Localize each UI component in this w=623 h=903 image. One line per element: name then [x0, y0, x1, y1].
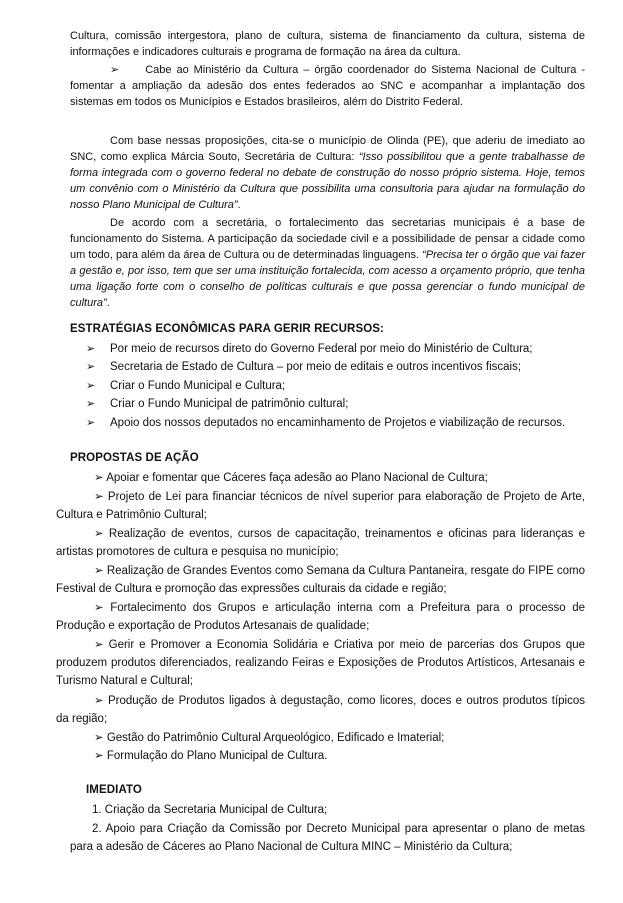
intro-paragraph: Cultura, comissão intergestora, plano de cultura, sistema de financiamento da cultura, sistema de informações e indicadores culturais e programa de formação na área da cultura. [70, 30, 585, 58]
olinda-text: Com base nessas proposições, cita-se o município de Olinda (PE), que aderiu de imediato ao SNC, como explica Márcia Souto, Secretária de Cultura: [70, 135, 585, 163]
list-item [86, 340, 533, 358]
olinda-paragraph [70, 133, 585, 213]
arrow-bullet-icon: ➢ [86, 380, 96, 392]
list-item [70, 820, 585, 856]
list-item [56, 469, 585, 487]
ministry-paragraph [70, 62, 585, 110]
list-item-text: Fortalecimento dos Grupos e articulação interna com a Prefeitura para o processo de Produção e exportação de Produtos Artesanais de qualidade; [56, 602, 585, 632]
olinda-quote: “Isso possibilitou que a gente trabalhasse de forma integrada com o governo federal no debate de construção do nosso próprio sistema. Hoje, temos um convênio com o Ministério da Cultura que possibilita uma consultoria para ajudar na formulação do nosso Plano Municipal de Cultura” [70, 151, 585, 211]
list-item-text: Projeto de Lei para financiar técnicos de nível superior para elaboração de Projeto de Arte, Cultura e Patrimônio Cultural; [56, 491, 585, 521]
list-item-text: Apoiar e fomentar que Cáceres faça adesão ao Plano Nacional de Cultura; [106, 472, 488, 484]
arrow-bullet-icon: ➢ [94, 695, 104, 707]
list-item [56, 599, 585, 635]
secretaria-quote: “Precisa ter o órgão que vai fazer a gestão e, por isso, tem que ser uma instituição fortalecida, com acesso a orçamento próprio, que tenha uma ligação forte com o conselho de políticas culturais e que possa gerenciar o fundo municipal de cultura” [70, 249, 585, 309]
list-item-text: 1. Criação da Secretaria Municipal de Cultura; [92, 804, 328, 816]
arrow-bullet-icon: ➢ [94, 639, 104, 651]
arrow-bullet-icon: ➢ [110, 64, 120, 76]
arrow-bullet-icon: ➢ [86, 361, 96, 373]
secretaria-text: De acordo com a secretária, o fortalecimento das secretarias municipais é a base de funcionamento do Sistema. A participação da sociedade civil e a possibilidade de pensar a cidade como um todo, para além da área de Cultura ou de determinadas linguagens. [70, 217, 585, 261]
list-item [56, 525, 585, 561]
list-item [56, 488, 585, 524]
list-item-text: 2. Apoio para Criação da Comissão por Decreto Municipal para apresentar o plano de metas para a adesão de Cáceres ao Plano Nacional de Cultura MINC – Ministério da Cultura; [70, 823, 585, 853]
list-item-text: Secretaria de Estado de Cultura – por meio de editais e outros incentivos fiscais; [110, 361, 522, 373]
estrategias-heading: ESTRATÉGIAS ECONÔMICAS PARA GERIR RECURSOS: [70, 323, 384, 335]
list-item [56, 692, 585, 728]
list-item-text: Por meio de recursos direto do Governo Federal por meio do Ministério de Cultura; [110, 343, 533, 355]
list-item [56, 636, 585, 690]
list-item [56, 562, 585, 598]
arrow-bullet-icon: ➢ [94, 750, 104, 762]
list-item-text: Apoio dos nossos deputados no encaminhamento de Projetos e viabilização de recursos. [110, 417, 566, 429]
list-item [86, 414, 565, 432]
list-item-text: Formulação do Plano Municipal de Cultura. [106, 750, 328, 762]
list-item-text: Gestão do Patrimônio Cultural Arqueológico, Edificado e Imaterial; [106, 732, 445, 744]
arrow-bullet-icon: ➢ [94, 602, 104, 614]
list-item [56, 747, 585, 765]
list-item [86, 377, 285, 395]
list-item-text: Gerir e Promover a Economia Solidária e Criativa por meio de parcerias dos Grupos que produzem produtos diferenciados, realizando Feiras e Exposições de Produtos Artísticos, Artesanais e Turismo Natural e Cultural; [56, 639, 586, 687]
arrow-bullet-icon: ➢ [94, 491, 104, 503]
ministry-text: Cabe ao Ministério da Cultura – órgão coordenador do Sistema Nacional de Cultura - fomentar a ampliação da adesão dos entes federados ao SNC e acompanhar a implantação dos sistemas em todos os Municípios e Estados brasileiros, além do Distrito Federal. [70, 64, 585, 108]
list-item-text: Criar o Fundo Municipal de patrimônio cultural; [110, 398, 349, 410]
arrow-bullet-icon: ➢ [94, 528, 104, 540]
imediato-heading: IMEDIATO [86, 784, 142, 796]
propostas-heading: PROPOSTAS DE AÇÃO [70, 452, 199, 464]
secretaria-paragraph [70, 215, 585, 311]
list-item [56, 729, 585, 747]
list-item-text: Realização de eventos, cursos de capacitação, treinamentos e oficinas para lideranças e artistas promotores de cultura e pesquisa no município; [56, 528, 586, 558]
arrow-bullet-icon: ➢ [86, 343, 96, 355]
list-item-text: Realização de Grandes Eventos como Semana da Cultura Pantaneira, resgate do FIPE como Festival de Cultura e promoção das expressões culturais da cidade e região; [56, 565, 585, 595]
list-item-text: Criar o Fundo Municipal e Cultura; [110, 380, 286, 392]
secretaria-end: . [106, 297, 110, 309]
list-item-text: Produção de Produtos ligados à degustação, como licores, doces e outros produtos típicos da região; [56, 695, 585, 725]
arrow-bullet-icon: ➢ [94, 565, 104, 577]
list-item [70, 801, 585, 819]
arrow-bullet-icon: ➢ [94, 732, 104, 744]
arrow-bullet-icon: ➢ [86, 398, 96, 410]
list-item [86, 395, 348, 413]
list-item [86, 358, 521, 376]
arrow-bullet-icon: ➢ [94, 472, 104, 484]
arrow-bullet-icon: ➢ [86, 417, 96, 429]
olinda-end: . [237, 199, 241, 211]
